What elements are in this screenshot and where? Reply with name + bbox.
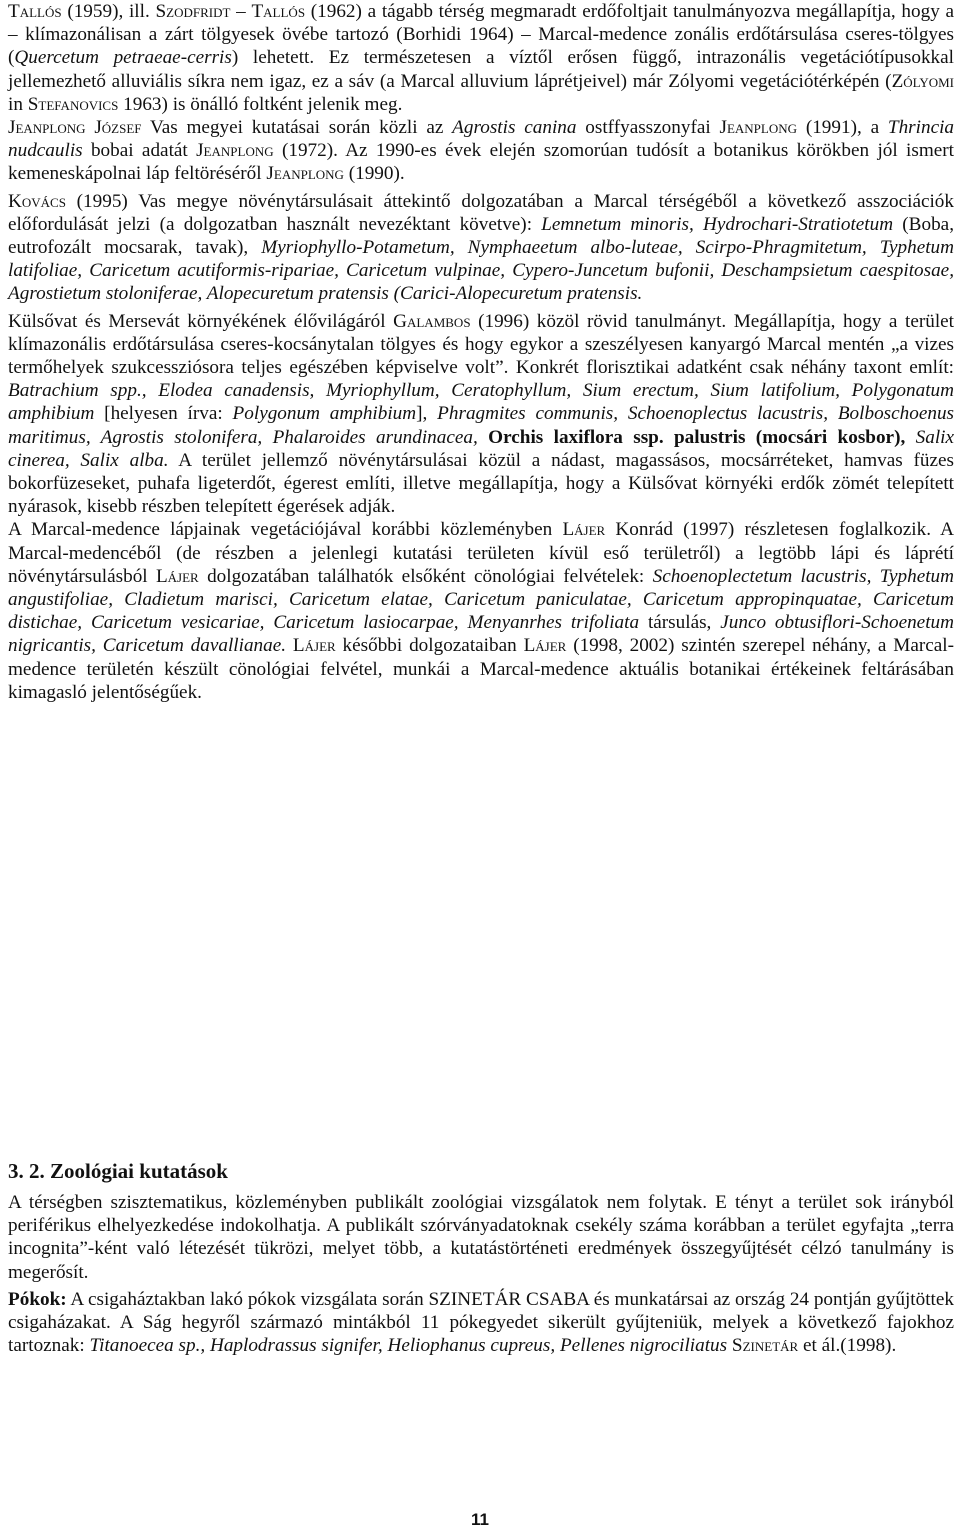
author-name: Kovács: [8, 190, 66, 212]
paragraph-spiders: Pókok: A csigaháztakban lakó pókok vizsgálata során SZINETÁR CSABA és munkatársai az ország 24 pontján gyűjtöttek csigaházakat. A Ság hegyről származó mintákból 11 pókegyedet sikerült gyűjteniük, melyek a következő fajokhoz tartoznak: Titanoecea sp., Haplodrassus signifer, Heliophanus cupreus, Pellenes nigrociliatus Szinetár et ál.(1998).: [8, 1288, 954, 1357]
author-name: Galambos: [393, 310, 471, 332]
subheading-spiders: Pókok:: [8, 1288, 67, 1310]
paragraph-kovacs: Kovács (1995) Vas megye növénytársulásait áttekintő dolgozatában a Marcal térségéből a következő asszociációk előfordulását jelzi (a dolgozatban használt nevezéktant követve): Lemnetum minoris, Hydrochari-Stratiotetum (Boba, eutrofozált mocsarak, tavak), Myriophyllo-Potametum, Nymphaeetum albo-luteae, Scirpo-Phragmitetum, Typhetum latifoliae, Caricetum acutiformis-ripariae, Caricetum vulpinae, Cypero-Juncetum bufonii, Deschampsietum caespitosae, Agrostietum stoloniferae, Alopecuretum pratensis (Carici-Alopecuretum pratensis.: [8, 190, 954, 305]
taxon-list: Salix cinerea, Salix alba.: [8, 426, 955, 471]
zoology-section: [8, 1191, 954, 1357]
author-name: Jeanplong: [719, 117, 798, 139]
author-name: Lájer: [562, 519, 606, 541]
taxon-list: Lemnetum minoris, Hydrochari-Stratiotetum: [541, 213, 894, 235]
taxon-list: Schoenoplectetum lacustris, Typhetum angustifoliae, Cladietum marisci, Caricetum elatae, Caricetum paniculatae, Caricetum appropinquatae, Caricetum distichae, Caricetum vesicariae, Caricetum lasiocarpae, Menyanrhes trifoliata: [8, 565, 954, 634]
taxon-name: Quercetum petraeae-cerris: [14, 47, 232, 69]
taxon-list: Myriophyllo-Potametum, Nymphaeetum albo-luteae, Scirpo-Phragmitetum, Typhetum latifoliae, Caricetum acutiformis-ripariae, Caricetum vulpinae, Cypero-Juncetum bufonii, Deschampsietum caespitosae, Agrostietum stoloniferae, Alopecuretum pratensis (Carici-Alopecuretum pratensis.: [8, 237, 954, 305]
paragraph-jeanplong: Jeanplong József Vas megyei kutatásai során közli az Agrostis canina ostffyasszonyfai Jeanplong (1991), a Thrincia nudcaulis bobai adatát Jeanplong (1972). Az 1990-es évek elején szomorúan tudósít a botanikus körökben jól ismert kemeneskápolnai láp feltöréséről Jeanplong (1990).: [8, 117, 955, 185]
paragraph-tallos: Tallós (1959), ill. Szodfridt – Tallós (1962) a tágabb térség megmaradt erdőfoltjait tanulmányozva megállapítja, hogy a – klímazonálisan a zárt tölgyesek övébe tartozó (Borhidi 1964) – Marcal-medence zonális erdőtársulása cseres-tölgyes (Quercetum petraeae-cerris) lehetett. Ez természetesen a víztől erősen függő, intrazonális vegetációtípusokkal jellemezhető alluviális síkra nem igaz, ez a sáv (a Marcal alluvium láprétjeivel) már Zólyomi vegetációtérképén (Zólyomi in Stefanovics 1963) is önálló foltként jelenik meg.: [8, 1, 955, 115]
author-name: Stefanovics: [27, 93, 119, 115]
author-name: Jeanplong: [196, 140, 274, 162]
paragraph-galambos: Külsővat és Mersevát környékének élővilágáról Galambos (1996) közöl rövid tanulmányt. Megállapítja, hogy a terület klímazonális erdőtársulása cseres-kocsánytalan tölgyes és hogy egykor a szeszélyesen kanyargó Marcal mentén „a vizes termőhelyek szukcessziósora teljes egészében képviselve volt”. Konkrét florisztikai adatként csak néhány taxont említ: Batrachium spp., Elodea canadensis, Myriophyllum, Ceratophyllum, Sium erectum, Sium latifolium, Polygonatum amphibium [helyesen írva: Polygonum amphibium], Phragmites communis, Schoenoplectus lacustris, Bolboschoenus maritimus, Agrostis stolonifera, Phalaroides arundinacea, Orchis laxiflora ssp. palustris (mocsári kosbor), Salix cinerea, Salix alba. A terület jellemző növénytársulásai közül a nádast, magassásos, mocsárréteket, hamvas füzes bokorfüzeseket, puhafa ligeterdőt, égerest említi, illetve megállapítja, hogy a Külsővat környéki erdők zömét telepített nyárasok, kisebb részben telepített égerések adják.: [8, 310, 955, 518]
author-name: Lájer: [523, 635, 567, 657]
taxon-list: Batrachium spp., Elodea canadensis, Myriophyllum, Ceratophyllum, Sium erectum, Sium latifolium, Polygonatum amphibium: [8, 380, 954, 425]
author-name: Lájer: [292, 635, 336, 657]
author-name: Zólyomi: [891, 70, 954, 92]
taxon-list: Titanoecea sp., Haplodrassus signifer, Heliophanus cupreus, Pellenes nigrociliatus: [89, 1335, 728, 1357]
section-heading-zoology: 3. 2. Zoológiai kutatások: [8, 1159, 228, 1183]
page-body: [8, 0, 954, 704]
paragraph-zoology-intro: A térségben szisztematikus, közleményben publikált zoológiai vizsgálatok nem folytak. E tényt a terület sok irányból periférikus elhelyezkedése indokolhatja. A publikált szórványadatoknak csekély száma korábban a terület egyfajta „terra incognita”-ként való létezését tükrözi, melyet több, a kutatástörténeti eredmények összegyűjtését célzó tanulmány is megerősít.: [8, 1192, 954, 1283]
author-name: Szodfridt: [155, 1, 231, 22]
paragraph-lajer: A Marcal-medence lápjainak vegetációjával korábbi közleményben Lájer Konrád (1997) részletesen foglalkozik. A Marcal-medencéből (de részben a jelenlegi kutatási területen kívül eső területről) a legtöbb lápi és láprétí növénytársulásból Lájer dolgozatában találhatók elsőként cönológiai felvételek: Schoenoplectetum lacustris, Typhetum angustifoliae, Cladietum marisci, Caricetum elatae, Caricetum paniculatae, Caricetum appropinquatae, Caricetum distichae, Caricetum vesicariae, Caricetum lasiocarpae, Menyanrhes trifoliata társulás, Junco obtusiflori-Schoenetum nigricantis, Caricetum davallianae. Lájer későbbi dolgozataiban Lájer (1998, 2002) szintén szerepel néhány, a Marcal-medence területén készült cönológiai felvétel, munkái a Marcal-medence aktuális botanikai értékeinek feltárásában kimagasló jelentőségűek.: [8, 519, 955, 703]
author-name: Lájer: [155, 565, 199, 587]
taxon-name: Polygonum amphibium: [232, 403, 417, 425]
taxon-name: Thrincia nudcaulis: [8, 117, 955, 162]
author-name: Tallós: [251, 1, 306, 22]
page-number: 11: [471, 1510, 489, 1529]
author-name: Jeanplong: [266, 163, 344, 185]
taxon-list: Junco obtusiflori-Schoenetum nigricantis, Caricetum davallianae.: [8, 612, 954, 657]
author-name: Szinetár: [731, 1335, 799, 1357]
highlighted-taxon: Orchis laxiflora ssp. palustris (mocsári kosbor),: [488, 426, 906, 448]
taxon-list: Phragmites communis, Schoenoplectus lacustris, Bolboschoenus maritimus, Agrostis stolonifera, Phalaroides arundinacea,: [8, 403, 954, 448]
taxon-name: Agrostis canina: [452, 117, 577, 139]
author-name: Tallós: [8, 1, 62, 22]
author-name: Jeanplong József: [8, 117, 142, 139]
